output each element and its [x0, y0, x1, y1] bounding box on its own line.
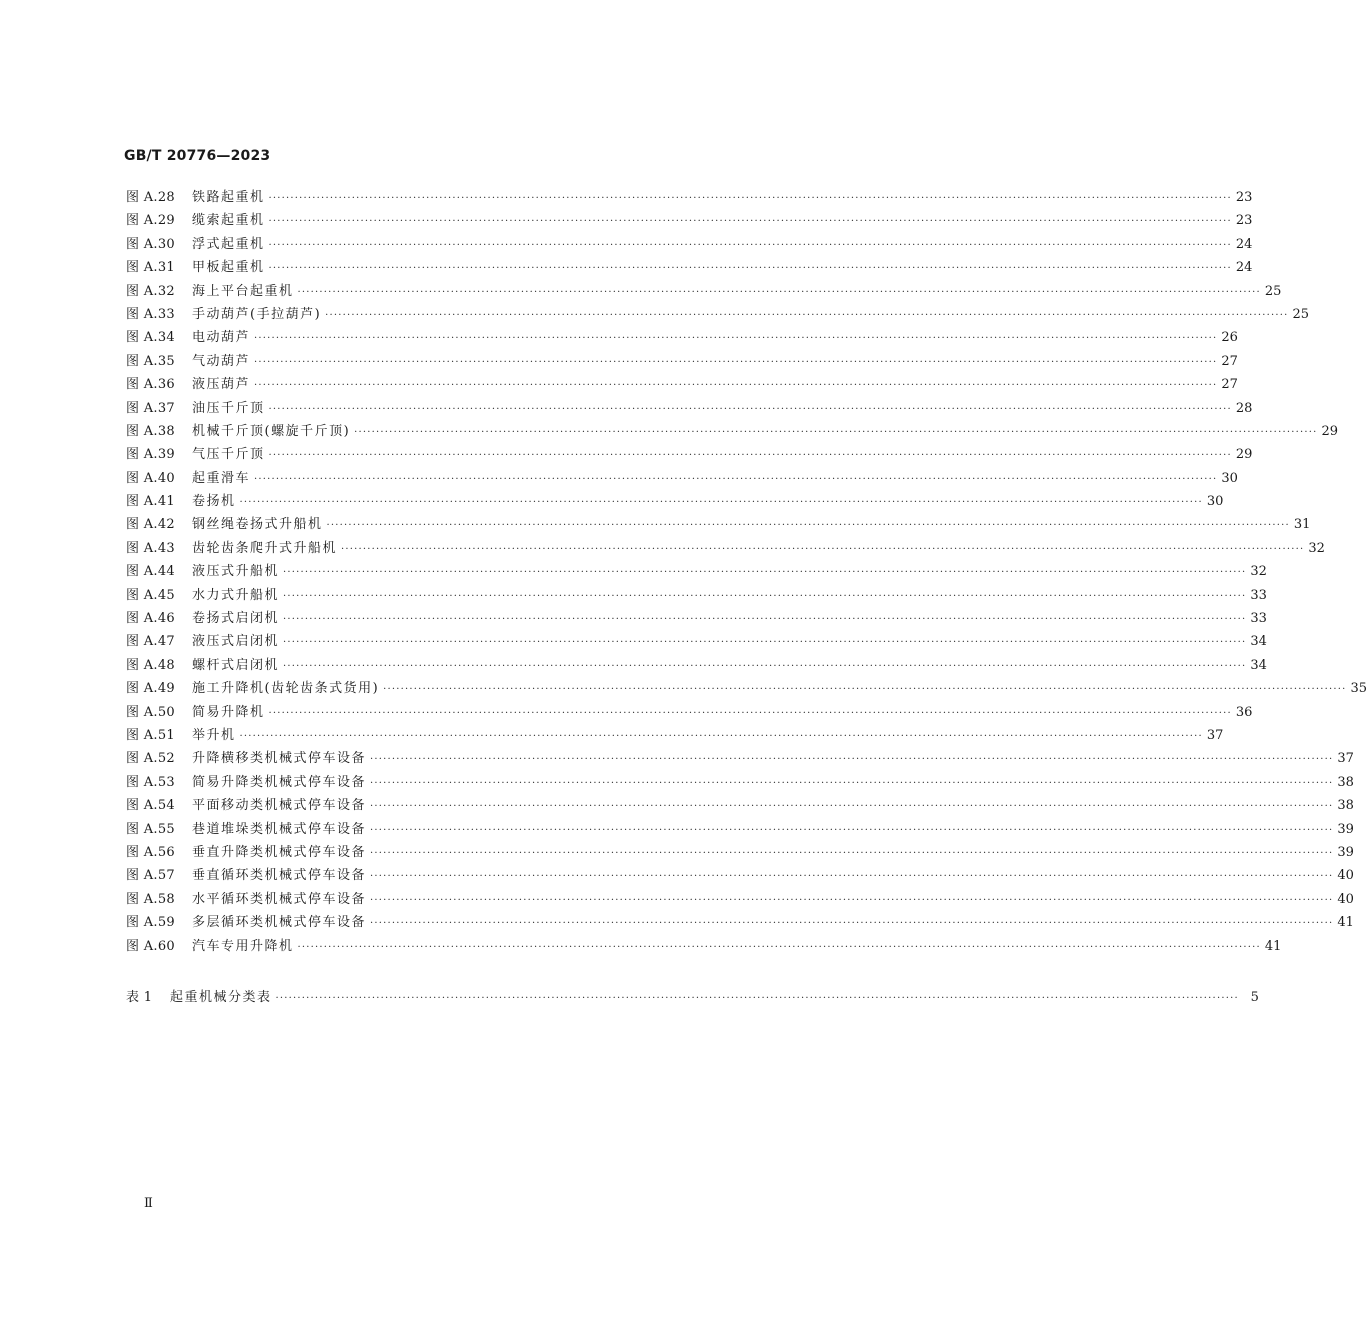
figure-entry[interactable] [126, 560, 1267, 583]
entry-page-number: 38 [1337, 774, 1354, 790]
dot-leader: ···························································································································································································································· [268, 216, 1232, 228]
figure-entry[interactable] [126, 584, 1267, 607]
entry-title: 垂直升降类机械式停车设备 [192, 844, 367, 860]
figure-entry[interactable] [126, 443, 1253, 466]
table-entry[interactable] [126, 986, 1259, 1009]
dot-leader: ···························································································································································································································· [370, 847, 1334, 859]
dot-leader: ···························································································································································································································· [370, 801, 1334, 813]
figure-entry[interactable] [126, 771, 1354, 794]
entry-page-number: 26 [1221, 330, 1238, 346]
entry-label: 图 A.30 [126, 236, 175, 252]
entry-title: 缆索起重机 [192, 213, 265, 229]
entry-label: 图 A.56 [126, 844, 175, 860]
dot-leader: ···························································································································································································································· [268, 403, 1232, 415]
figure-entry[interactable] [126, 350, 1238, 373]
entry-title: 起重滑车 [192, 470, 251, 486]
figure-entry[interactable] [126, 397, 1253, 420]
entry-page-number: 24 [1235, 260, 1253, 276]
entry-title: 举升机 [192, 727, 236, 743]
entry-title: 升降横移类机械式停车设备 [192, 751, 367, 767]
entry-title: 起重机械分类表 [170, 990, 272, 1005]
dot-leader: ···························································································································································································································· [283, 637, 1247, 649]
entry-label: 图 A.46 [126, 611, 175, 627]
figure-list [126, 186, 1367, 958]
entry-title: 浮式起重机 [192, 236, 265, 252]
entry-title: 液压式升船机 [192, 564, 280, 580]
entry-title: 铁路起重机 [192, 190, 265, 205]
entry-title: 海上平台起重机 [192, 283, 294, 299]
entry-title: 液压式启闭机 [192, 634, 280, 650]
entry-page-number: 30 [1206, 494, 1224, 510]
entry-page-number: 39 [1337, 821, 1354, 837]
entry-page-number: 29 [1321, 423, 1339, 439]
entry-title: 巷道堆垛类机械式停车设备 [192, 821, 367, 837]
dot-leader: ···························································································································································································································· [254, 333, 1218, 345]
page-number: Ⅱ [144, 1196, 153, 1211]
entry-title: 气动葫芦 [192, 353, 251, 369]
entry-label: 图 A.28 [126, 190, 175, 205]
entry-label: 表 1 [126, 990, 153, 1005]
entry-page-number: 25 [1264, 283, 1282, 299]
entry-label: 图 A.38 [126, 423, 175, 439]
figure-entry[interactable] [126, 467, 1238, 490]
entry-page-number: 23 [1235, 190, 1253, 205]
entry-page-number: 24 [1235, 236, 1253, 252]
figure-entry[interactable] [126, 794, 1354, 817]
entry-label: 图 A.37 [126, 400, 175, 416]
figure-entry[interactable] [126, 186, 1253, 209]
dot-leader: ···························································································································································································································· [326, 520, 1290, 532]
entry-label: 图 A.57 [126, 868, 175, 884]
standard-code: GB/T 20776—2023 [124, 148, 271, 164]
entry-label: 图 A.51 [126, 727, 175, 743]
dot-leader: ···························································································································································································································· [268, 263, 1232, 275]
figure-entry[interactable] [126, 747, 1354, 770]
entry-label: 图 A.41 [126, 494, 175, 510]
figure-entry[interactable] [126, 841, 1354, 864]
entry-page-number: 38 [1337, 798, 1354, 814]
entry-title: 机械千斤顶(螺旋千斤顶) [192, 423, 351, 439]
entry-label: 图 A.40 [126, 470, 175, 486]
entry-label: 图 A.39 [126, 447, 175, 463]
entry-label: 图 A.60 [126, 938, 175, 954]
entry-label: 图 A.45 [126, 587, 175, 603]
dot-leader: ···························································································································································································································· [254, 356, 1218, 368]
entry-page-number: 32 [1250, 564, 1267, 580]
entry-title: 气压千斤顶 [192, 447, 265, 463]
dot-leader: ···························································································································································································································· [268, 707, 1232, 719]
entry-page-number: 28 [1235, 400, 1253, 416]
entry-title: 施工升降机(齿轮齿条式货用) [192, 681, 380, 697]
entry-page-number: 36 [1235, 704, 1253, 720]
entry-label: 图 A.53 [126, 774, 175, 790]
entry-title: 钢丝绳卷扬式升船机 [192, 517, 323, 533]
figure-entry[interactable] [126, 911, 1354, 934]
dot-leader: ···························································································································································································································· [370, 777, 1334, 789]
figure-entry[interactable] [126, 654, 1267, 677]
entry-page-number: 29 [1235, 447, 1253, 463]
entry-title: 液压葫芦 [192, 377, 251, 393]
entry-page-number: 40 [1337, 868, 1354, 884]
entry-page-number: 40 [1337, 891, 1354, 907]
dot-leader: ···························································································································································································································· [283, 614, 1247, 626]
entry-title: 螺杆式启闭机 [192, 657, 280, 673]
entry-label: 图 A.32 [126, 283, 175, 299]
entry-page-number: 23 [1235, 213, 1253, 229]
entry-title: 油压千斤顶 [192, 400, 265, 416]
figure-entry[interactable] [126, 209, 1253, 232]
entry-label: 图 A.29 [126, 213, 175, 229]
dot-leader: ···························································································································································································································· [283, 567, 1247, 579]
figure-entry[interactable] [126, 607, 1267, 630]
entry-page-number: 5 [1250, 990, 1259, 1005]
figure-entry[interactable] [126, 537, 1325, 560]
figure-entry[interactable] [126, 864, 1354, 887]
figure-entry[interactable] [126, 420, 1339, 443]
figure-entry[interactable] [126, 677, 1367, 700]
figure-entry[interactable] [126, 701, 1253, 724]
figure-entry[interactable] [126, 233, 1253, 256]
dot-leader: ···························································································································································································································· [370, 894, 1334, 906]
entry-page-number: 27 [1221, 377, 1238, 393]
dot-leader: ···························································································································································································································· [283, 660, 1247, 672]
dot-leader: ···························································································································································································································· [297, 941, 1261, 953]
dot-leader: ···························································································································································································································· [268, 193, 1232, 204]
entry-page-number: 27 [1221, 353, 1238, 369]
figure-entry[interactable] [126, 490, 1224, 513]
figure-entry[interactable] [126, 630, 1267, 653]
entry-page-number: 41 [1337, 915, 1354, 931]
entry-page-number: 25 [1292, 306, 1310, 322]
figure-entry[interactable] [126, 513, 1311, 536]
entry-label: 图 A.31 [126, 260, 175, 276]
entry-page-number: 39 [1337, 844, 1354, 860]
dot-leader: ···························································································································································································································· [283, 590, 1247, 602]
entry-title: 多层循环类机械式停车设备 [192, 915, 367, 931]
entry-page-number: 31 [1293, 517, 1311, 533]
entry-page-number: 34 [1250, 657, 1267, 673]
dot-leader: ···························································································································································································································· [254, 380, 1218, 392]
entry-title: 手动葫芦(手拉葫芦) [192, 306, 322, 322]
entry-title: 平面移动类机械式停车设备 [192, 798, 367, 814]
dot-leader: ···························································································································································································································· [370, 754, 1334, 766]
dot-leader: ···························································································································································································································· [297, 286, 1261, 298]
entry-page-number: 37 [1337, 751, 1354, 767]
entry-title: 齿轮齿条爬升式升船机 [192, 540, 338, 556]
entry-page-number: 41 [1264, 938, 1282, 954]
figure-entry[interactable] [126, 724, 1224, 747]
entry-title: 电动葫芦 [192, 330, 251, 346]
entry-title: 简易升降机 [192, 704, 265, 720]
dot-leader: ···························································································································································································································· [370, 871, 1334, 883]
dot-leader: ···························································································································································································································· [239, 497, 1203, 509]
figure-entry[interactable] [126, 935, 1282, 958]
entry-title: 垂直循环类机械式停车设备 [192, 868, 367, 884]
entry-title: 简易升降类机械式停车设备 [192, 774, 367, 790]
figure-entry[interactable] [126, 303, 1310, 326]
entry-label: 图 A.48 [126, 657, 175, 673]
entry-page-number: 34 [1250, 634, 1267, 650]
dot-leader: ···························································································································································································································· [239, 730, 1203, 742]
entry-label: 图 A.43 [126, 540, 175, 556]
entry-label: 图 A.58 [126, 891, 175, 907]
entry-title: 水力式升船机 [192, 587, 280, 603]
entry-title: 汽车专用升降机 [192, 938, 294, 954]
entry-page-number: 33 [1250, 587, 1267, 603]
entry-label: 图 A.36 [126, 377, 175, 393]
figure-entry[interactable] [126, 888, 1354, 911]
entry-label: 图 A.42 [126, 517, 175, 533]
entry-page-number: 33 [1250, 611, 1267, 627]
entry-label: 图 A.55 [126, 821, 175, 837]
dot-leader: ···························································································································································································································· [370, 918, 1334, 930]
entry-title: 甲板起重机 [192, 260, 265, 276]
dot-leader: ···························································································································································································································· [383, 684, 1347, 696]
dot-leader: ···························································································································································································································· [341, 543, 1305, 555]
entry-page-number: 37 [1206, 727, 1224, 743]
entry-label: 图 A.49 [126, 681, 175, 697]
entry-label: 图 A.35 [126, 353, 175, 369]
entry-label: 图 A.50 [126, 704, 175, 720]
figure-entry[interactable] [126, 818, 1354, 841]
entry-page-number: 30 [1221, 470, 1238, 486]
entry-title: 卷扬式启闭机 [192, 611, 280, 627]
dot-leader: ···························································································································································································································· [354, 426, 1318, 438]
entry-label: 图 A.52 [126, 751, 175, 767]
entry-title: 卷扬机 [192, 494, 236, 510]
entry-label: 图 A.59 [126, 915, 175, 931]
table-list [126, 986, 1259, 1009]
dot-leader: ···························································································································································································································· [268, 239, 1232, 251]
dot-leader: ···························································································································································································································· [325, 309, 1289, 321]
entry-label: 图 A.34 [126, 330, 175, 346]
figure-entry[interactable] [126, 256, 1253, 279]
dot-leader: ···························································································································································································································· [275, 993, 1239, 1004]
dot-leader: ···························································································································································································································· [370, 824, 1334, 836]
entry-page-number: 32 [1308, 540, 1325, 556]
entry-title: 水平循环类机械式停车设备 [192, 891, 367, 907]
dot-leader: ···························································································································································································································· [268, 450, 1232, 462]
entry-label: 图 A.47 [126, 634, 175, 650]
entry-label: 图 A.54 [126, 798, 175, 814]
dot-leader: ···························································································································································································································· [254, 473, 1218, 485]
figure-entry[interactable] [126, 373, 1238, 396]
figure-entry[interactable] [126, 280, 1282, 303]
entry-label: 图 A.44 [126, 564, 175, 580]
figure-entry[interactable] [126, 326, 1238, 349]
entry-page-number: 35 [1350, 681, 1367, 697]
entry-label: 图 A.33 [126, 306, 175, 322]
